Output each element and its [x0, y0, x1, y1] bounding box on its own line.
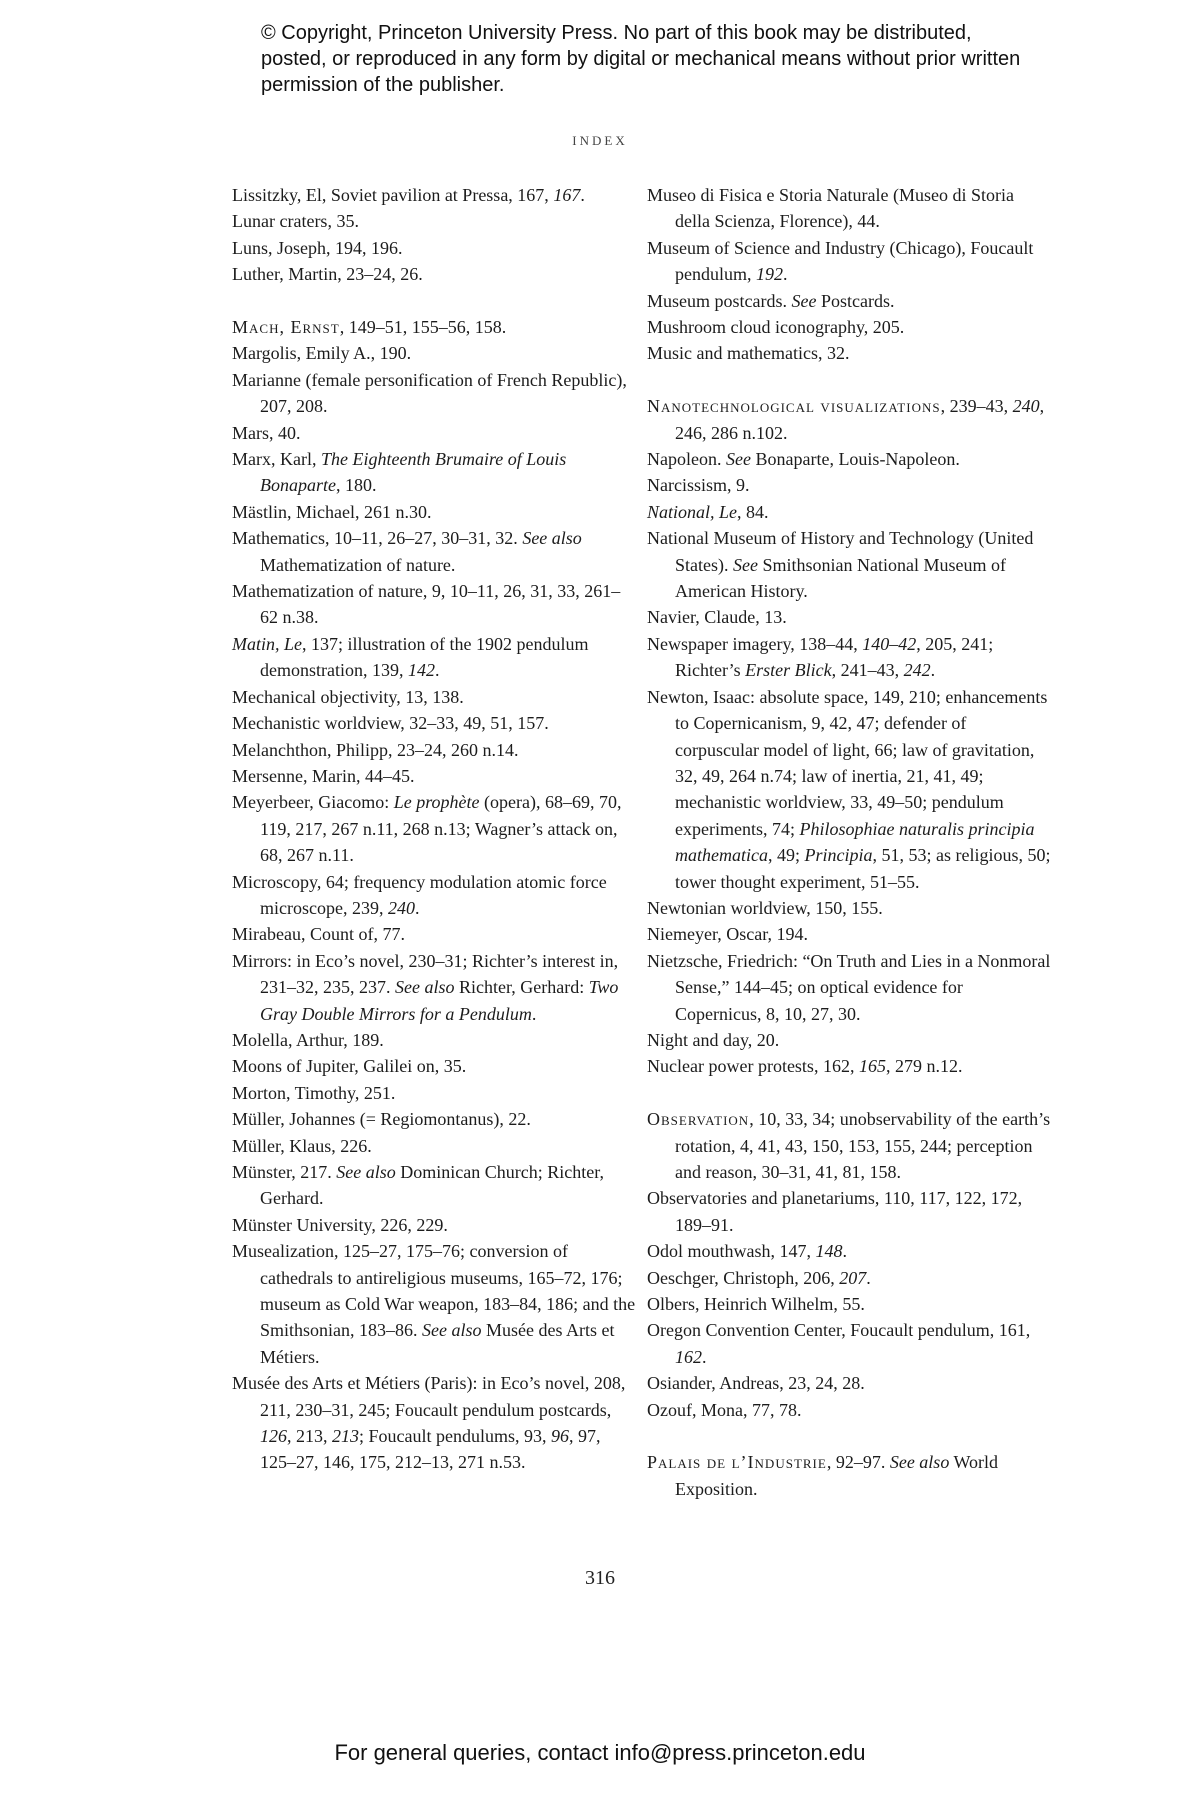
index-entry-text: Le prophète	[393, 792, 480, 813]
index-entry	[232, 340, 637, 366]
index-entry-text: Olbers, Heinrich Wilhelm, 55.	[647, 1294, 865, 1315]
index-entry-text: 242	[903, 660, 931, 681]
index-entry-text: World Exposition.	[675, 1452, 999, 1499]
index-entry	[647, 1185, 1052, 1238]
index-entry-text: 240	[1012, 396, 1040, 417]
index-entry-text: , 180.	[336, 475, 377, 496]
index-entry-text: .	[434, 660, 440, 681]
index-entry-text: See also	[422, 1320, 482, 1341]
index-entry-text: Nuclear power protests, 162,	[647, 1056, 859, 1077]
index-entry-text: Two Gray Double Mirrors for a Pendulum	[260, 977, 619, 1024]
index-entry-text: Meyerbeer, Giacomo:	[232, 792, 394, 813]
index-entry-text: Moons of Jupiter, Galilei on, 35.	[232, 1056, 467, 1077]
index-entry	[232, 1370, 637, 1476]
index-entry-text: Luns, Joseph, 194, 196.	[232, 237, 403, 258]
index-entry-text: .	[580, 185, 585, 205]
index-entry-text: The Eighteenth Brumaire of Louis Bonaparte	[260, 449, 567, 496]
index-entry-text: Luther, Martin, 23–24, 26.	[232, 264, 423, 285]
index-entry-text: Napoleon.	[647, 449, 726, 470]
index-entry	[647, 1449, 1052, 1502]
index-entry-text: Museum of Science and Industry (Chicago), Foucault pendulum,	[647, 237, 1034, 285]
index-entry-text: Mathematics, 10–11, 26–27, 30–31, 32.	[232, 528, 523, 549]
index-entry-text: Philosophiae naturalis principia mathematica	[675, 818, 1035, 866]
index-entry	[647, 235, 1052, 288]
index-entry	[647, 472, 1052, 498]
index-entry-text: .	[842, 1241, 847, 1262]
index-entry-text: Müller, Johannes (= Regiomontanus), 22.	[232, 1109, 531, 1130]
index-entry	[647, 393, 1052, 446]
index-entry-text: Marianne (female personification of French Republic), 207, 208.	[232, 369, 627, 417]
index-entry-text: , 241–43,	[831, 660, 904, 681]
index-entry-text: Observatories and planetariums, 110, 117, 122, 172, 189–91.	[647, 1188, 1023, 1235]
index-entry-text: (opera), 68–69, 70, 119, 217, 267 n.11, 268 n.13; Wagner’s attack on, 68, 267 n.11.	[260, 792, 622, 866]
index-entry-text: .	[702, 1346, 707, 1367]
index-entry	[647, 1370, 1052, 1396]
index-entry-text: Molella, Arthur, 189.	[232, 1029, 384, 1050]
index-entry-text: 96	[551, 1426, 569, 1447]
index-entry	[232, 1080, 637, 1106]
index-entry	[232, 789, 637, 868]
index-entry-text: See	[791, 290, 817, 311]
index-entry-text: See	[733, 554, 758, 575]
index-entry	[232, 1053, 637, 1079]
index-entry-text: , 279 n.12.	[885, 1056, 963, 1077]
index-entry-text: Museo di Fisica e Storia Naturale (Museo di Storia della Scienza, Florence), 44.	[647, 185, 1014, 232]
index-entry-text: 167	[553, 185, 581, 205]
index-entry	[647, 684, 1052, 895]
index-entry-text: Newton, Isaac: absolute space, 149, 210; enhancements to Copernicanism, 9, 42, 47; defender of corpuscular model of light, 66; law of gravitation, 32, 49, 264 n.74; law of inertia, 21, 41, 49; mechanistic worldview, 33, 49–50; pendulum experiments, 74;	[647, 686, 1048, 839]
index-entry	[647, 446, 1052, 472]
index-entry	[647, 182, 1052, 235]
index-entry	[232, 921, 637, 947]
index-entry-text: National Museum of History and Technology (United States).	[647, 528, 1034, 575]
index-entry	[232, 684, 637, 710]
index-entry	[647, 1106, 1052, 1185]
index-entry	[232, 261, 637, 287]
index-entry-text: 140–42	[862, 633, 917, 654]
index-entry	[647, 604, 1052, 630]
index-entry-text: , 97, 125–27, 146, 175, 212–13, 271 n.53.	[260, 1426, 601, 1473]
index-entry-text: .	[414, 897, 420, 918]
index-entry-text: , 49;	[767, 845, 805, 866]
index-entry	[647, 1317, 1052, 1370]
index-entry	[647, 895, 1052, 921]
index-entry	[232, 367, 637, 420]
index-entry-text: 192	[756, 264, 783, 285]
index-entry-text: Erster Blick	[745, 660, 832, 681]
index-entry	[647, 288, 1052, 314]
section-gap	[647, 1423, 1052, 1449]
index-entry-text: Newspaper imagery, 138–44,	[647, 633, 863, 654]
index-entry	[232, 446, 637, 499]
index-entry	[232, 737, 637, 763]
section-gap	[647, 367, 1052, 393]
index-entry-text: 142	[407, 660, 435, 681]
index-column-left	[232, 182, 637, 1476]
index-entry-text: Microscopy, 64; frequency modulation atomic force microscope, 239,	[232, 871, 607, 918]
index-entry-text: Postcards.	[816, 290, 895, 311]
index-entry	[232, 1027, 637, 1053]
index-entry-text: Margolis, Emily A., 190.	[232, 343, 412, 364]
index-entry-text: Osiander, Andreas, 23, 24, 28.	[647, 1373, 865, 1394]
index-entry-text: Mathematization of nature.	[260, 554, 456, 575]
index-entry-text: Mästlin, Michael, 261 n.30.	[232, 501, 432, 522]
index-entry-text: Smithsonian National Museum of American History.	[675, 554, 1006, 602]
index-entry-text: Ozouf, Mona, 77, 78.	[647, 1399, 802, 1420]
running-head: INDEX	[572, 133, 628, 148]
index-entry-text: Music and mathematics, 32.	[647, 343, 850, 364]
index-entry-text: .	[930, 660, 936, 681]
index-entry	[232, 182, 637, 208]
index-entry-text: Lissitzky, El, Soviet pavilion at Pressa, 167,	[232, 185, 554, 205]
index-entry	[232, 1238, 637, 1370]
index-entry-text: , 92–97.	[826, 1452, 890, 1473]
index-entry	[647, 631, 1052, 684]
index-entry	[647, 1053, 1052, 1079]
index-entry-text: Nanotechnological visualizations	[647, 396, 941, 417]
index-entry	[647, 314, 1052, 340]
index-entry-text: Mathematization of nature, 9, 10–11, 26, 31, 33, 261–62 n.38.	[232, 581, 621, 628]
index-entry-text: Observation	[647, 1109, 750, 1130]
index-entry	[232, 631, 637, 684]
index-entry	[647, 1397, 1052, 1423]
index-entry-text: .	[783, 264, 788, 285]
index-entry	[647, 340, 1052, 366]
index-entry	[232, 578, 637, 631]
index-entry-text: See also	[522, 528, 582, 549]
index-entry-text: , 137; illustration of the 1902 pendulum demonstration, 139,	[260, 633, 589, 681]
index-entry-text: , 149–51, 155–56, 158.	[339, 317, 507, 338]
index-entry	[232, 525, 637, 578]
index-entry-text: Oeschger, Christoph, 206,	[647, 1267, 840, 1288]
index-entry-text: , 10, 33, 34; unobservability of the earth’s rotation, 4, 41, 43, 150, 153, 155, 244; perception and reason, 30–31, 41, 81, 158.	[675, 1109, 1051, 1182]
index-entry-text: Night and day, 20.	[647, 1029, 780, 1050]
index-entry	[232, 420, 637, 446]
index-entry-text: Mirrors: in Eco’s novel, 230–31; Richter’s interest in, 231–32, 235, 237.	[232, 950, 619, 998]
index-entry-text: , 84.	[737, 501, 769, 522]
index-entry-text: , 246, 286 n.102.	[675, 396, 1045, 443]
index-entry	[647, 525, 1052, 604]
index-entry-text: Mechanistic worldview, 32–33, 49, 51, 157.	[232, 713, 549, 734]
index-entry-text: Bonaparte, Louis-Napoleon.	[750, 449, 960, 470]
index-entry-text: Principia	[804, 845, 873, 866]
index-entry-text: Mushroom cloud iconography, 205.	[647, 317, 905, 338]
index-entry-text: , 213,	[287, 1426, 332, 1447]
index-entry	[232, 314, 637, 340]
index-entry-text: 126	[260, 1426, 287, 1447]
index-entry	[232, 869, 637, 922]
index-entry-text: Musée des Arts et Métiers.	[260, 1320, 615, 1367]
index-entry	[647, 1027, 1052, 1053]
index-entry-text: 165	[858, 1056, 886, 1077]
index-entry-text: Richter, Gerhard:	[454, 977, 589, 998]
index-entry-text: Marx, Karl,	[232, 449, 321, 470]
index-entry-text: Odol mouthwash, 147,	[647, 1241, 816, 1262]
index-entry-text: Nietzsche, Friedrich: “On Truth and Lies in a Nonmoral Sense,” 144–45; on optical evidence for Copernicus, 8, 10, 27, 30.	[647, 950, 1051, 1024]
index-entry-text: Melanchthon, Philipp, 23–24, 260 n.14.	[232, 739, 519, 760]
index-entry-text: Matin, Le	[232, 633, 302, 654]
copyright-notice: © Copyright, Princeton University Press. No part of this book may be distributed, posted, or reproduced in any form by digital or mechanical means without prior written permission of the publisher.	[261, 22, 1021, 96]
index-entry-text: See also	[395, 977, 455, 998]
index-entry-text: Palais de l’Industrie	[647, 1452, 827, 1473]
index-entry	[647, 499, 1052, 525]
index-entry-text: 148	[815, 1241, 843, 1262]
section-gap	[647, 1080, 1052, 1106]
index-column-right	[647, 182, 1052, 1502]
index-entry-text: Mach, Ernst	[232, 317, 340, 338]
index-entry	[232, 235, 637, 261]
index-entry-text: 240	[387, 897, 415, 918]
index-entry-text: 213	[332, 1426, 359, 1447]
index-entry-text: Oregon Convention Center, Foucault pendulum, 161,	[647, 1320, 1031, 1341]
index-entry-text: Musealization, 125–27, 175–76; conversion of cathedrals to antireligious museums, 165–72, 176; museum as Cold War weapon, 183–84, 186; and the Smithsonian, 183–86.	[232, 1241, 636, 1341]
index-entry-text: Musée des Arts et Métiers (Paris): in Eco’s novel, 208, 211, 230–31, 245; Foucault pendulum postcards,	[232, 1373, 626, 1420]
index-entry	[232, 1106, 637, 1132]
index-entry	[232, 763, 637, 789]
index-entry-text: Museum postcards.	[647, 290, 792, 311]
section-gap	[232, 288, 637, 314]
index-entry-text: National, Le	[647, 501, 738, 522]
index-entry	[232, 1159, 637, 1212]
index-entry	[647, 921, 1052, 947]
index-entry-text: Newtonian worldview, 150, 155.	[647, 897, 883, 918]
index-entry-text: See	[725, 449, 751, 470]
index-entry-text: See also	[336, 1162, 396, 1183]
index-entry-text: , 205, 241; Richter’s	[675, 633, 994, 681]
index-entry-text: 162	[675, 1346, 702, 1367]
index-entry	[647, 1291, 1052, 1317]
index-entry	[232, 1133, 637, 1159]
index-entry-text: .	[531, 1003, 537, 1024]
index-entry-text: Münster University, 226, 229.	[232, 1214, 448, 1235]
index-entry-text: 207	[839, 1267, 867, 1288]
index-entry	[232, 499, 637, 525]
index-entry-text: Mersenne, Marin, 44–45.	[232, 765, 415, 786]
index-entry-text: , 51, 53; as religious, 50; tower thought experiment, 51–55.	[675, 845, 1051, 892]
index-entry-text: Lunar craters, 35.	[232, 211, 359, 232]
index-entry-text: Navier, Claude, 13.	[647, 607, 787, 628]
index-entry-text: Mars, 40.	[232, 422, 301, 443]
page-number: 316	[585, 1567, 615, 1589]
index-entry	[232, 1212, 637, 1238]
index-entry	[647, 1238, 1052, 1264]
index-entry-text: .	[866, 1267, 871, 1288]
index-entry	[647, 1265, 1052, 1291]
index-entry-text: Mechanical objectivity, 13, 138.	[232, 686, 464, 707]
index-entry-text: , 239–43,	[940, 396, 1013, 417]
index-entry-text: Dominican Church; Richter, Gerhard.	[260, 1162, 604, 1209]
index-entry-text: Müller, Klaus, 226.	[232, 1135, 372, 1156]
index-entry-text: ; Foucault pendulums, 93,	[359, 1426, 551, 1447]
index-entry	[232, 710, 637, 736]
index-entry-text: Narcissism, 9.	[647, 475, 750, 496]
index-entry	[232, 948, 637, 1027]
index-entry-text: Morton, Timothy, 251.	[232, 1082, 396, 1103]
index-entry-text: See also	[889, 1452, 950, 1473]
index-entry	[232, 208, 637, 234]
index-entry-text: Mirabeau, Count of, 77.	[232, 924, 405, 945]
footer-contact: For general queries, contact info@press.princeton.edu	[334, 1740, 866, 1765]
index-entry-text: Münster, 217.	[232, 1162, 337, 1183]
index-entry-text: Niemeyer, Oscar, 194.	[647, 924, 808, 945]
index-entry	[647, 948, 1052, 1027]
